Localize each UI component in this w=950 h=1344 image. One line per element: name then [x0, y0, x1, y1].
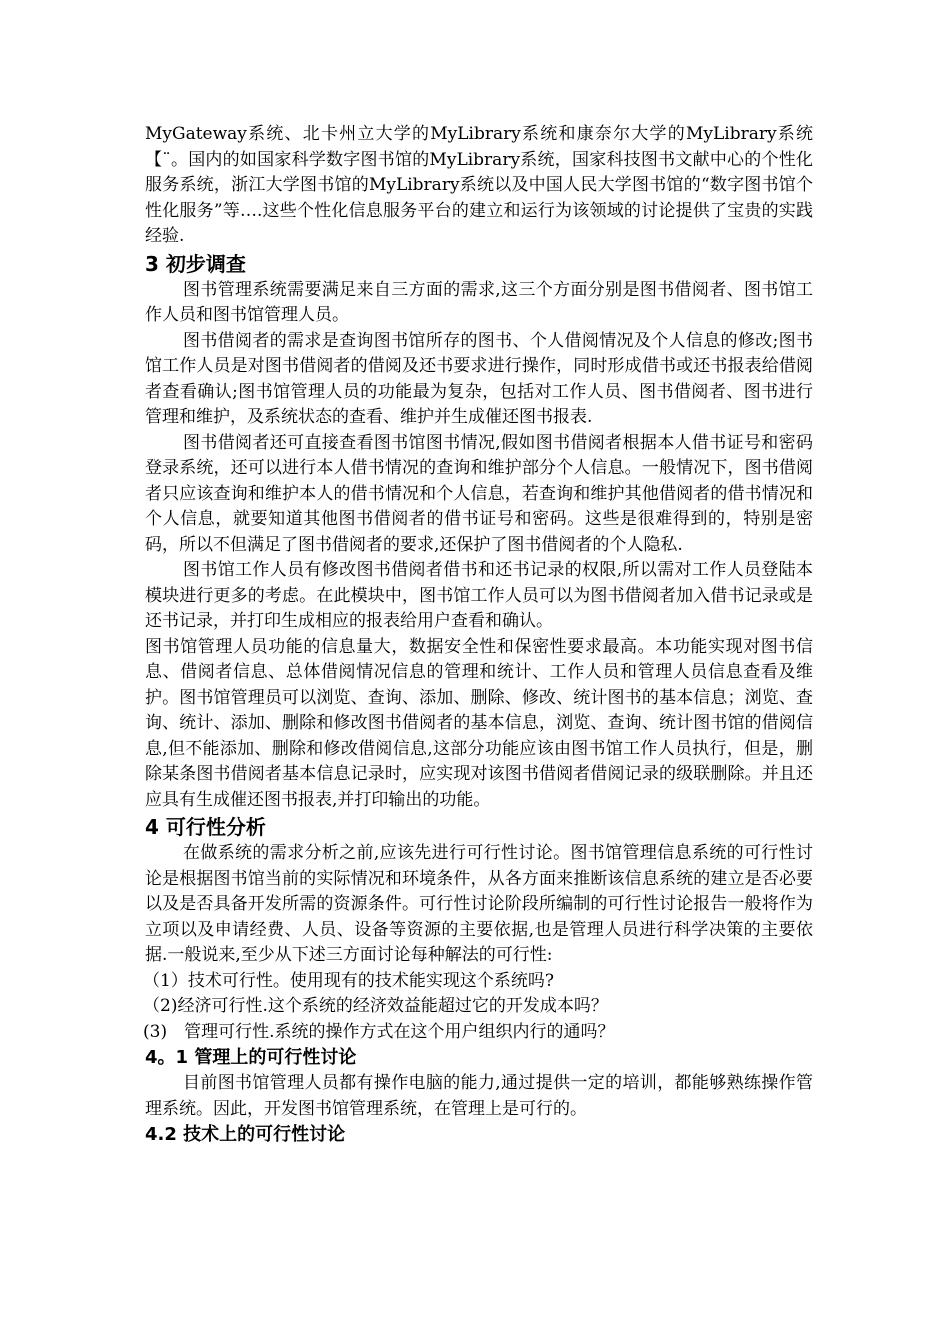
section-3-paragraph-4: 图书馆工作人员有修改图书借阅者借书和还书记录的权限,所以需对工作人员登陆本模块进行更多的考虑。在此模块中，图书馆工作人员可以为图书借阅者加入借书记录或是还书记录，并打印生成相应的报表给用户查看和确认。	[145, 560, 813, 631]
feasibility-item-management: (3) 管理可行性.系统的操作方式在这个用户组织内行的通吗？	[143, 1021, 615, 1042]
section-4-2-heading: 4.2 技术上的可行性讨论	[145, 1124, 346, 1145]
section-3-paragraph-5: 图书馆管理人员功能的信息量大，数据安全性和保密性要求最高。本功能实现对图书信息、借阅者信息、总体借阅情况信息的管理和统计、工作人员和管理人员信息查看及维护。图书馆管理员可以浏览、查询、添加、删除、修改、统计图书的基本信息；浏览、查询、统计、添加、删除和修改图书借阅者的基本信息，浏览、查询、统计图书馆的借阅信息,但不能添加、删除和修改借阅信息,这部分功能应该由图书馆工作人员执行，但是，删除某条图书借阅者基本信息记录时，应实现对该图书借阅者借阅记录的级联删除。并且还应具有生成催还图书报表,并打印输出的功能。	[145, 636, 813, 810]
feasibility-item-technical: （1）技术可行性。使用现有的技术能实现这个系统吗?	[143, 970, 554, 991]
feasibility-item-economic: （2)经济可行性.这个系统的经济效益能超过它的开发成本吗？	[143, 996, 608, 1016]
section-3-paragraph-1: 图书管理系统需要满足来自三方面的需求,这三个方面分别是图书借阅者、图书馆工作人员和图书馆管理人员。	[145, 279, 813, 325]
section-4-1-heading: 4。1 管理上的可行性讨论	[145, 1047, 357, 1068]
section-4-1-paragraph: 目前图书馆管理人员都有操作电脑的能力,通过提供一定的培训，都能够熟练操作管理系统。因此，开发图书馆管理系统，在管理上是可行的。	[145, 1073, 813, 1119]
section-4-heading: 4 可行性分析	[145, 815, 266, 839]
document-page	[145, 122, 813, 1148]
section-3-paragraph-3: 图书借阅者还可直接查看图书馆图书情况,假如图书借阅者根据本人借书证号和密码登录系统，还可以进行本人借书情况的查询和维护部分个人信息。一般情况下，图书借阅者只应该查询和维护本人的借书情况和个人信息，若查询和维护其他借阅者的借书情况和个人信息，就要知道其他图书借阅者的借书证号和密码。这些是很难得到的，特别是密码，所以不但满足了图书借阅者的要求,还保护了图书借阅者的个人隐私.	[145, 432, 813, 555]
section-3-paragraph-2: 图书借阅者的需求是查询图书馆所存的图书、个人借阅情况及个人信息的修改;图书馆工作人员是对图书借阅者的借阅及还书要求进行操作，同时形成借书或还书报表给借阅者查看确认;图书馆管理人员的功能最为复杂，包括对工作人员、图书借阅者、图书进行管理和维护，及系统状态的查看、维护并生成催还图书报表.	[145, 330, 813, 427]
section-3-heading: 3 初步调查	[145, 251, 246, 276]
intro-paragraph: MyGateway系统、北卡州立大学的MyLibrary系统和康奈尔大学的MyLibrary系统【¨。国内的如国家科学数字图书馆的MyLibrary系统，国家科技图书文献中心的个性化服务系统，浙江大学图书馆的MyLibrary系统以及中国人民大学图书馆的“数字图书馆个性化服务”等….这些个性化信息服务平台的建立和运行为该领域的讨论提供了宝贵的实践经验.	[145, 124, 813, 246]
section-4-paragraph: 在做系统的需求分析之前,应该先进行可行性讨论。图书馆管理信息系统的可行性讨论是根据图书馆当前的实际情况和环境条件，从各方面来推断该信息系统的建立是否必要以及是否具备开发所需的资源条件。可行性讨论阶段所编制的可行性讨论报告一般将作为立项以及申请经费、人员、设备等资源的主要依据,也是管理人员进行科学决策的主要依据.一般说来,至少从下述三方面讨论每种解法的可行性:	[145, 843, 813, 965]
